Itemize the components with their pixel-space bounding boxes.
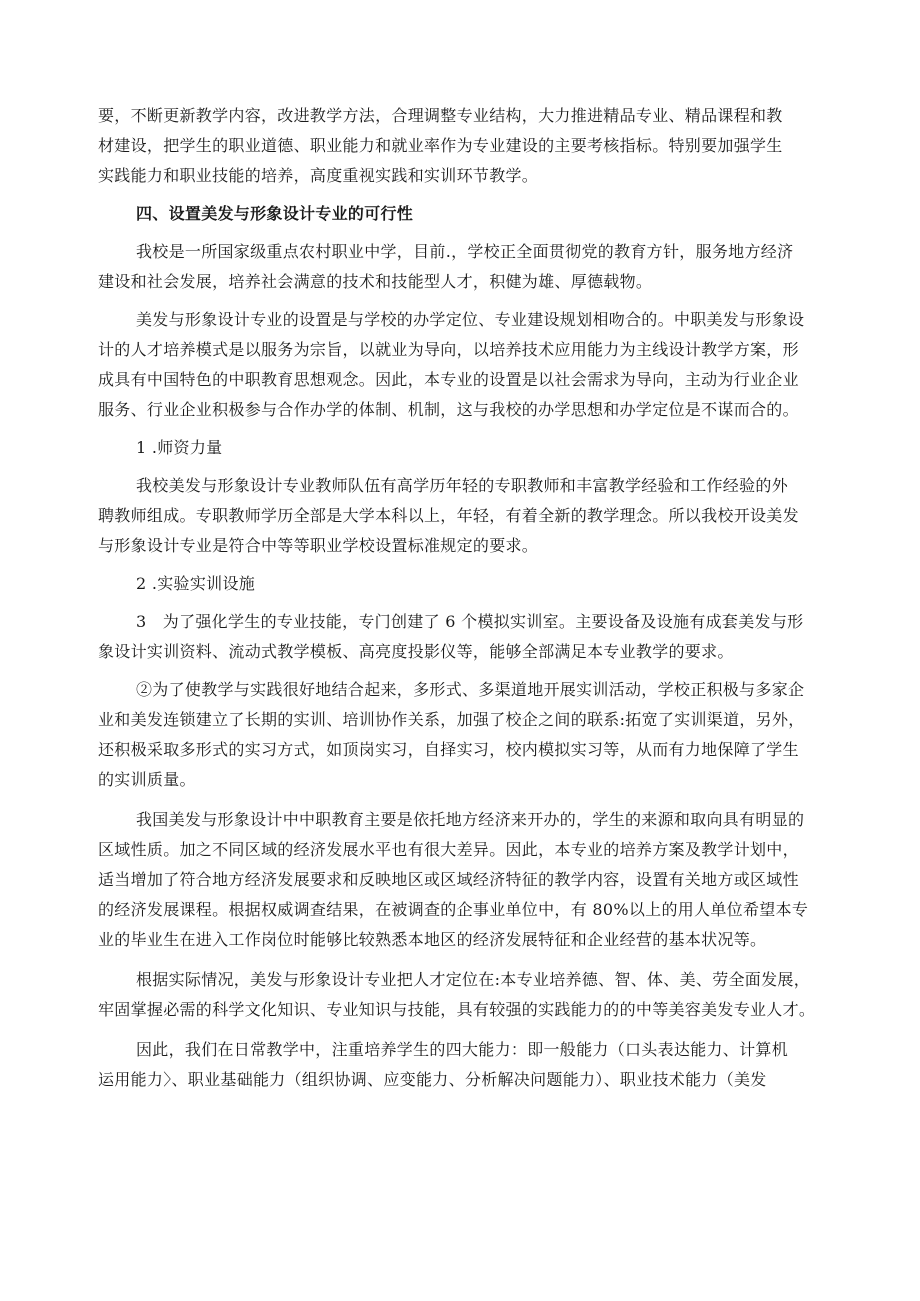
text-line: 计的人才培养模式是以服务为宗旨，以就业为导向，以培养技术应用能力为主线设计教学方案，形 bbox=[98, 340, 799, 359]
text-line: 要，不断更新教学内容，改进教学方法，合理调整专业结构，大力推进精品专业、精品课程和教 bbox=[98, 106, 783, 125]
text-line: 建设和社会发展，培养社会满意的技术和技能型人才，积健为雄、厚德载物。 bbox=[98, 272, 653, 291]
text-line: 服务、行业企业积极参与合作办学的体制、机制，这与我校的办学思想和办学定位是不谋而合的。 bbox=[98, 400, 799, 419]
paragraph-regional-economy bbox=[98, 805, 838, 955]
text-line: 材建设，把学生的职业道德、职业能力和就业率作为专业建设的主要考核指标。特别要加强学生 bbox=[98, 136, 783, 155]
text-line: 区域性质。加之不同区域的经济发展水平也有很大差异。因此，本专业的培养方案及教学计划中， bbox=[98, 840, 799, 859]
text-line: 的实训质量。 bbox=[98, 770, 196, 789]
text-line: 根据实际情况，美发与形象设计专业把人才定位在:本专业培养德、智、体、美、劳全面发展， bbox=[136, 970, 810, 989]
paragraph-school-intro bbox=[98, 237, 838, 297]
paragraph-faculty bbox=[98, 471, 838, 561]
paragraph-program-alignment bbox=[98, 305, 838, 425]
subheading-text: 1 .师资力量 bbox=[136, 438, 223, 457]
paragraph-four-abilities bbox=[98, 1035, 838, 1095]
text-line: 还积极采取多形式的实习方式，如顶岗实习，自择实习，校内模拟实习等，从而有力地保障了学生 bbox=[98, 740, 799, 759]
text-line: 适当增加了符合地方经济发展要求和反映地区或区域经济特征的教学内容，设置有关地方或区域性 bbox=[98, 870, 799, 889]
text-line: 运用能力〉、职业基础能力（组织协调、应变能力、分析解决问题能力）、职业技术能力（美发 bbox=[98, 1070, 767, 1089]
paragraph-talent-positioning bbox=[98, 965, 838, 1025]
paragraph-training-rooms bbox=[98, 607, 838, 667]
paragraph-curriculum-reform bbox=[98, 101, 838, 191]
text-line: 美发与形象设计专业的设置是与学校的办学定位、专业建设规划相吻合的。中职美发与形象设 bbox=[136, 310, 805, 329]
text-line: 3 为了强化学生的专业技能，专门创建了 6 个模拟实训室。主要设备及设施有成套美发与形 bbox=[136, 612, 804, 631]
text-line: 因此，我们在日常教学中，注重培养学生的四大能力：即一般能力（口头表达能力、计算机 bbox=[136, 1040, 789, 1059]
text-line: ②为了使教学与实践很好地结合起来，多形式、多渠道地开展实训活动，学校正积极与多家企 bbox=[136, 680, 805, 699]
subheading-faculty bbox=[98, 433, 838, 463]
paragraph-practice-integration bbox=[98, 675, 838, 795]
text-line: 我校美发与形象设计专业教师队伍有高学历年轻的专职教师和丰富教学经验和工作经验的外 bbox=[136, 476, 789, 495]
subheading-text: 2 .实验实训设施 bbox=[136, 574, 256, 593]
text-line: 我校是一所国家级重点农村职业中学，目前.，学校正全面贯彻党的教育方针，服务地方经济 bbox=[136, 242, 794, 261]
text-line: 业的毕业生在进入工作岗位时能够比较熟悉本地区的经济发展特征和企业经营的基本状况等。 bbox=[98, 930, 767, 949]
text-line: 我国美发与形象设计中中职教育主要是依托地方经济来开办的，学生的来源和取向具有明显的 bbox=[136, 810, 805, 829]
text-line: 与形象设计专业是符合中等等职业学校设置标准规定的要求。 bbox=[98, 536, 539, 555]
text-line: 实践能力和职业技能的培养，高度重视实践和实训环节教学。 bbox=[98, 166, 539, 185]
heading-text: 四、设置美发与形象设计专业的可行性 bbox=[136, 204, 414, 223]
text-line: 象设计实训资料、流动式教学模板、高亮度投影仪等，能够全部满足本专业教学的要求。 bbox=[98, 642, 734, 661]
text-line: 成具有中国特色的中职教育思想观念。因此，本专业的设置是以社会需求为导向，主动为行业企业 bbox=[98, 370, 799, 389]
subheading-facilities bbox=[98, 569, 838, 599]
text-line: 牢固掌握必需的科学文化知识、专业知识与技能，具有较强的实践能力的的中等美容美发专业人才。 bbox=[98, 1000, 816, 1019]
document-body bbox=[98, 101, 838, 1095]
text-line: 聘教师组成。专职教师学历全部是大学本科以上，年轻，有着全新的教学理念。所以我校开设美发 bbox=[98, 506, 799, 525]
text-line: 业和美发连锁建立了长期的实训、培训协作关系，加强了校企之间的联系:拓宽了实训渠道，另外， bbox=[98, 710, 805, 729]
text-line: 的经济发展课程。根据权威调查结果，在被调查的企事业单位中，有 80%以上的用人单位希望本专 bbox=[98, 900, 809, 919]
section-heading-feasibility bbox=[98, 199, 838, 229]
